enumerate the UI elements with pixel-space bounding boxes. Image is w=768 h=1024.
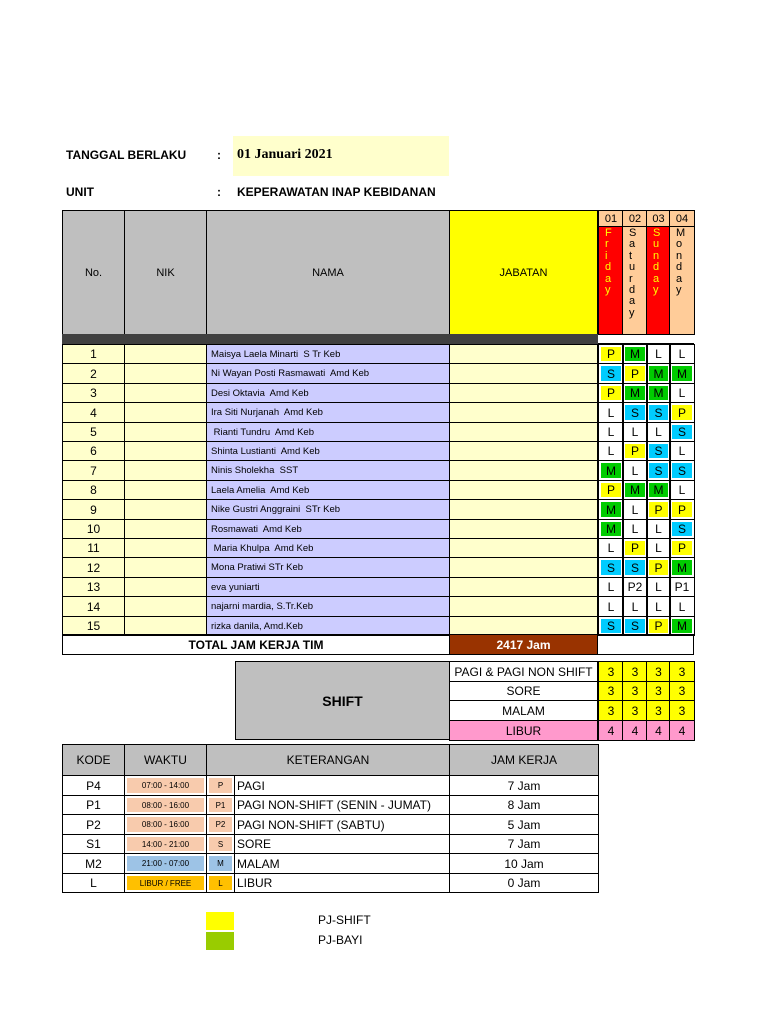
- color-legend-label: PJ-SHIFT: [318, 913, 371, 927]
- row-number: 14: [62, 596, 125, 617]
- jabatan-cell[interactable]: [449, 616, 598, 636]
- shift-code-cell[interactable]: M: [646, 363, 671, 384]
- day-letter: a: [605, 272, 612, 285]
- nik-cell[interactable]: [124, 383, 207, 403]
- nama-cell[interactable]: Shinta Lustianti Amd Keb: [206, 441, 450, 461]
- legend-keterangan: PAGI NON-SHIFT (SENIN - JUMAT): [234, 795, 450, 815]
- legend-abbr: L: [206, 873, 235, 893]
- legend-jam: 7 Jam: [449, 775, 599, 796]
- shift-code-cell[interactable]: L: [669, 596, 695, 617]
- day-letter: d: [676, 261, 683, 274]
- nik-cell[interactable]: [124, 480, 207, 500]
- day-letter: S: [653, 227, 661, 239]
- shift-code-cell[interactable]: P: [669, 538, 695, 558]
- nik-cell[interactable]: [124, 616, 207, 636]
- legend-header-jam: JAM KERJA: [449, 744, 599, 776]
- legend-keterangan: PAGI NON-SHIFT (SABTU): [234, 814, 450, 835]
- shift-code-cell[interactable]: L: [622, 596, 648, 617]
- shift-code-cell[interactable]: P: [646, 557, 671, 578]
- col-header-jabatan: JABATAN: [449, 210, 598, 335]
- row-number: 1: [62, 344, 125, 364]
- shift-code-cell[interactable]: L: [598, 402, 624, 423]
- day-letter: S: [629, 227, 637, 239]
- shift-code-cell[interactable]: L: [646, 344, 671, 364]
- shift-code-cell[interactable]: M: [598, 460, 624, 481]
- day-letter: t: [629, 249, 633, 262]
- day-letter: y: [653, 284, 659, 297]
- shift-summary-value: 3: [669, 681, 695, 701]
- row-number: 6: [62, 441, 125, 461]
- tanggal-value-box[interactable]: [233, 136, 449, 176]
- row-number: 4: [62, 402, 125, 423]
- shift-code-cell[interactable]: P: [646, 616, 671, 636]
- row-number: 8: [62, 480, 125, 500]
- shift-summary-value: 4: [646, 720, 671, 741]
- shift-code-cell[interactable]: P: [598, 383, 624, 403]
- legend-kode: M2: [62, 853, 125, 874]
- shift-code-cell[interactable]: L: [622, 422, 648, 442]
- shift-code-cell[interactable]: L: [598, 596, 624, 617]
- jabatan-cell[interactable]: [449, 460, 598, 481]
- shift-code-cell[interactable]: P2: [622, 577, 648, 597]
- jabatan-cell[interactable]: [449, 519, 598, 539]
- shift-summary-value: 3: [669, 700, 695, 721]
- shift-summary-value: 3: [622, 661, 648, 682]
- shift-code-cell[interactable]: L: [622, 460, 648, 481]
- jabatan-cell[interactable]: [449, 577, 598, 597]
- nik-cell[interactable]: [124, 422, 207, 442]
- shift-title: SHIFT: [235, 661, 450, 740]
- total-value: 2417 Jam: [449, 634, 598, 655]
- shift-code-cell[interactable]: P: [622, 538, 648, 558]
- shift-code-cell[interactable]: P: [622, 363, 648, 384]
- total-label: TOTAL JAM KERJA TIM: [62, 634, 450, 655]
- shift-code-cell[interactable]: P: [669, 499, 695, 520]
- legend-jam: 10 Jam: [449, 853, 599, 874]
- shift-code-cell[interactable]: M: [622, 383, 648, 403]
- color-swatch: [206, 912, 234, 930]
- legend-kode: L: [62, 873, 125, 893]
- day-letter: a: [629, 238, 636, 251]
- shift-summary-value: 4: [598, 720, 624, 741]
- legend-kode: P4: [62, 775, 125, 796]
- legend-jam: 7 Jam: [449, 834, 599, 854]
- shift-code-cell[interactable]: S: [646, 441, 671, 461]
- shift-code-cell[interactable]: S: [598, 363, 624, 384]
- shift-code-cell[interactable]: L: [598, 422, 624, 442]
- jabatan-cell[interactable]: [449, 344, 598, 364]
- row-number: 15: [62, 616, 125, 636]
- col-header-no: No.: [62, 210, 125, 335]
- date-header-01: 01: [598, 210, 624, 227]
- legend-kode: S1: [62, 834, 125, 854]
- tanggal-label: TANGGAL BERLAKU: [66, 148, 187, 162]
- jabatan-cell[interactable]: [449, 402, 598, 423]
- shift-code-cell[interactable]: L: [669, 480, 695, 500]
- legend-waktu: 21:00 - 07:00: [124, 853, 207, 874]
- jabatan-cell[interactable]: [449, 596, 598, 617]
- shift-summary-value: 4: [669, 720, 695, 741]
- date-header-04: 04: [669, 210, 695, 227]
- legend-abbr: P1: [206, 795, 235, 815]
- jabatan-cell[interactable]: [449, 363, 598, 384]
- day-letter: i: [605, 249, 608, 262]
- row-number: 3: [62, 383, 125, 403]
- unit-colon: :: [217, 185, 221, 199]
- day-header-saturday: [622, 226, 648, 335]
- shift-code-cell[interactable]: L: [598, 577, 624, 597]
- legend-kode: P2: [62, 814, 125, 835]
- day-letter: y: [676, 284, 682, 297]
- date-header-02: 02: [622, 210, 648, 227]
- nama-cell[interactable]: Nike Gustri Anggraini STr Keb: [206, 499, 450, 520]
- shift-code-cell[interactable]: S: [598, 616, 624, 636]
- nik-cell[interactable]: [124, 596, 207, 617]
- day-letter: a: [629, 295, 636, 308]
- shift-code-cell[interactable]: S: [598, 557, 624, 578]
- shift-code-cell[interactable]: L: [646, 422, 671, 442]
- jabatan-cell[interactable]: [449, 480, 598, 500]
- row-number: 10: [62, 519, 125, 539]
- shift-summary-value: 3: [669, 661, 695, 682]
- nama-cell[interactable]: Rianti Tundru Amd Keb: [206, 422, 450, 442]
- shift-code-cell[interactable]: M: [669, 363, 695, 384]
- legend-jam: 8 Jam: [449, 795, 599, 815]
- day-letter: d: [629, 284, 636, 297]
- nama-cell[interactable]: Ninis Sholekha SST: [206, 460, 450, 481]
- shift-summary-value: 4: [622, 720, 648, 741]
- header-separator-days: [598, 334, 694, 344]
- nik-cell[interactable]: [124, 499, 207, 520]
- shift-code-cell[interactable]: M: [622, 480, 648, 500]
- nik-cell[interactable]: [124, 363, 207, 384]
- shift-code-cell[interactable]: M: [622, 344, 648, 364]
- shift-code-cell[interactable]: L: [646, 519, 671, 539]
- nama-cell[interactable]: Ira Siti Nurjanah Amd Keb: [206, 402, 450, 423]
- legend-waktu: LIBUR / FREE: [124, 873, 207, 893]
- legend-kode: P1: [62, 795, 125, 815]
- header-separator: [62, 334, 598, 344]
- legend-keterangan: LIBUR: [234, 873, 450, 893]
- day-letter: r: [605, 238, 609, 251]
- row-number: 9: [62, 499, 125, 520]
- nama-cell[interactable]: Ni Wayan Posti Rasmawati Amd Keb: [206, 363, 450, 384]
- shift-code-cell[interactable]: L: [622, 519, 648, 539]
- nik-cell[interactable]: [124, 402, 207, 423]
- shift-code-cell[interactable]: S: [669, 422, 695, 442]
- legend-jam: 0 Jam: [449, 873, 599, 893]
- jabatan-cell[interactable]: [449, 383, 598, 403]
- nama-cell[interactable]: eva yuniarti: [206, 577, 450, 597]
- nik-cell[interactable]: [124, 519, 207, 539]
- date-header-03: 03: [646, 210, 671, 227]
- legend-header-keterangan: KETERANGAN: [206, 744, 450, 776]
- shift-code-cell[interactable]: P: [622, 441, 648, 461]
- col-header-nama: NAMA: [206, 210, 450, 335]
- nama-cell[interactable]: najarni mardia, S.Tr.Keb: [206, 596, 450, 617]
- shift-code-cell[interactable]: L: [669, 441, 695, 461]
- day-letter: u: [629, 261, 636, 274]
- shift-code-cell[interactable]: S: [669, 460, 695, 481]
- nama-cell[interactable]: Mona Pratiwi STr Keb: [206, 557, 450, 578]
- shift-code-cell[interactable]: L: [598, 538, 624, 558]
- nik-cell[interactable]: [124, 344, 207, 364]
- row-number: 7: [62, 460, 125, 481]
- color-legend-label: PJ-BAYI: [318, 933, 363, 947]
- shift-code-cell[interactable]: M: [669, 557, 695, 578]
- day-letter: F: [605, 227, 612, 239]
- shift-code-cell[interactable]: M: [646, 383, 671, 403]
- shift-code-cell[interactable]: S: [669, 519, 695, 539]
- shift-summary-value: 3: [646, 681, 671, 701]
- legend-keterangan: SORE: [234, 834, 450, 854]
- shift-summary-value: 3: [622, 681, 648, 701]
- shift-code-cell[interactable]: M: [669, 616, 695, 636]
- shift-code-cell[interactable]: S: [646, 402, 671, 423]
- nik-cell[interactable]: [124, 460, 207, 481]
- shift-summary-label: LIBUR: [449, 720, 598, 741]
- nama-cell[interactable]: Rosmawati Amd Keb: [206, 519, 450, 539]
- nama-cell[interactable]: rizka danila, Amd.Keb: [206, 616, 450, 636]
- day-letter: n: [676, 249, 683, 262]
- tanggal-colon: :: [217, 148, 221, 162]
- nama-cell[interactable]: Laela Amelia Amd Keb: [206, 480, 450, 500]
- total-days-empty: [597, 634, 694, 655]
- day-letter: y: [605, 284, 611, 297]
- shift-summary-value: 3: [622, 700, 648, 721]
- shift-summary-value: 3: [598, 681, 624, 701]
- day-header-friday: [598, 226, 624, 335]
- shift-code-cell[interactable]: S: [622, 402, 648, 423]
- nik-cell[interactable]: [124, 557, 207, 578]
- nik-cell[interactable]: [124, 441, 207, 461]
- shift-code-cell[interactable]: S: [622, 616, 648, 636]
- legend-abbr: M: [206, 853, 235, 874]
- col-header-nik: NIK: [124, 210, 207, 335]
- day-letter: d: [653, 261, 660, 274]
- legend-abbr: S: [206, 834, 235, 854]
- unit-label: UNIT: [66, 185, 94, 199]
- legend-header-waktu: WAKTU: [124, 744, 207, 776]
- day-letter: a: [676, 272, 683, 285]
- shift-code-cell[interactable]: L: [646, 577, 671, 597]
- nik-cell[interactable]: [124, 577, 207, 597]
- day-letter: M: [676, 227, 686, 239]
- legend-keterangan: MALAM: [234, 853, 450, 874]
- shift-code-cell[interactable]: S: [622, 557, 648, 578]
- jabatan-cell[interactable]: [449, 441, 598, 461]
- shift-summary-value: 3: [646, 661, 671, 682]
- shift-code-cell[interactable]: P: [598, 344, 624, 364]
- shift-summary-label: MALAM: [449, 700, 598, 721]
- row-number: 12: [62, 557, 125, 578]
- legend-waktu: 07:00 - 14:00: [124, 775, 207, 796]
- color-swatch: [206, 932, 234, 950]
- shift-summary-value: 3: [598, 661, 624, 682]
- shift-summary-label: SORE: [449, 681, 598, 701]
- day-letter: u: [653, 238, 660, 251]
- day-letter: d: [605, 261, 612, 274]
- legend-waktu: 08:00 - 16:00: [124, 814, 207, 835]
- shift-code-cell[interactable]: L: [598, 441, 624, 461]
- day-letter: o: [676, 238, 683, 251]
- shift-code-cell[interactable]: P1: [669, 577, 695, 597]
- jabatan-cell[interactable]: [449, 499, 598, 520]
- row-number: 5: [62, 422, 125, 442]
- nama-cell[interactable]: Maria Khulpa Amd Keb: [206, 538, 450, 558]
- day-letter: n: [653, 249, 660, 262]
- nik-cell[interactable]: [124, 538, 207, 558]
- shift-code-cell[interactable]: P: [646, 499, 671, 520]
- shift-code-cell[interactable]: S: [646, 460, 671, 481]
- row-number: 13: [62, 577, 125, 597]
- shift-summary-value: 3: [598, 700, 624, 721]
- tanggal-value: 01 Januari 2021: [237, 147, 333, 162]
- legend-keterangan: PAGI: [234, 775, 450, 796]
- shift-summary-label: PAGI & PAGI NON SHIFT: [449, 661, 598, 682]
- shift-code-cell[interactable]: M: [598, 499, 624, 520]
- shift-code-cell[interactable]: L: [669, 344, 695, 364]
- legend-waktu: 14:00 - 21:00: [124, 834, 207, 854]
- shift-code-cell[interactable]: L: [646, 538, 671, 558]
- jabatan-cell[interactable]: [449, 557, 598, 578]
- day-letter: y: [629, 306, 635, 319]
- jabatan-cell[interactable]: [449, 422, 598, 442]
- day-letter: a: [653, 272, 660, 285]
- day-header-sunday: [646, 226, 671, 335]
- shift-code-cell[interactable]: L: [646, 596, 671, 617]
- nama-cell[interactable]: Desi Oktavia Amd Keb: [206, 383, 450, 403]
- legend-header-kode: KODE: [62, 744, 125, 776]
- row-number: 2: [62, 363, 125, 384]
- shift-code-cell[interactable]: L: [669, 383, 695, 403]
- shift-code-cell[interactable]: P: [598, 480, 624, 500]
- shift-code-cell[interactable]: M: [598, 519, 624, 539]
- jabatan-cell[interactable]: [449, 538, 598, 558]
- legend-jam: 5 Jam: [449, 814, 599, 835]
- shift-code-cell[interactable]: P: [669, 402, 695, 423]
- nama-cell[interactable]: Maisya Laela Minarti S Tr Keb: [206, 344, 450, 364]
- shift-summary-value: 3: [646, 700, 671, 721]
- unit-value: KEPERAWATAN INAP KEBIDANAN: [237, 185, 436, 199]
- row-number: 11: [62, 538, 125, 558]
- day-letter: r: [629, 272, 633, 285]
- shift-code-cell[interactable]: L: [622, 499, 648, 520]
- legend-waktu: 08:00 - 16:00: [124, 795, 207, 815]
- day-header-monday: [669, 226, 695, 335]
- legend-abbr: P2: [206, 814, 235, 835]
- shift-code-cell[interactable]: M: [646, 480, 671, 500]
- legend-abbr: P: [206, 775, 235, 796]
